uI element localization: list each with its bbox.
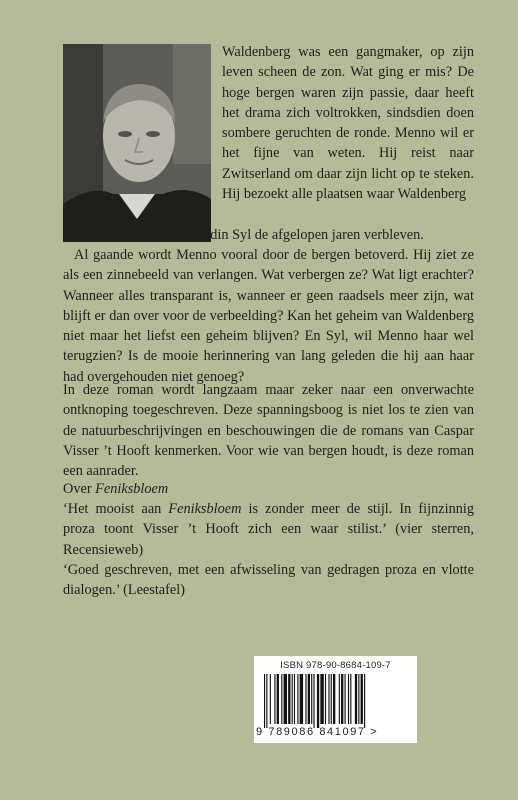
barcode-bar bbox=[317, 674, 319, 728]
review-quote-1-rest: is zonder meer de stijl. In fijnzinnig proza toont Visser ’t Hooft zich een waar stilist.’ (vier sterren, Recensieweb) bbox=[63, 501, 474, 558]
reviews-heading bbox=[63, 479, 474, 499]
barcode-bar bbox=[292, 674, 293, 724]
barcode-bar bbox=[348, 674, 349, 724]
blurb-paragraph-3: In deze roman wordt langzaam maar zeker naar een onverwachte ontknoping toegeschreven. Deze spanningsboog is niet los te zien van de natuurbeschrijvingen en beschouwingen die de romans van Caspar Visser ’t Hooft kenmerken. Voor wie van bergen houdt, is deze roman een aanrader. bbox=[63, 382, 474, 480]
barcode-bar bbox=[364, 674, 365, 728]
barcode-bar bbox=[266, 674, 267, 728]
barcode-bar bbox=[341, 674, 343, 724]
barcode-bar bbox=[320, 674, 323, 724]
barcode-digits: 9 789086 841097 > bbox=[256, 726, 379, 738]
barcode-bar bbox=[305, 674, 306, 724]
blurb-paragraph-1-wrapped: Waldenberg was een gangmaker, op zijn leven scheen de zon. Wat ging er mis? De hoge bergen waren zijn passie, daar heeft het drama zich voltrokken, sindsdien doen sombere geruchten de ronde. Menno wil er het fijne van weten. Hij reist naar Zwitserland om daar zijn licht op te steken. Hij bezoekt alle plaatsen waar Waldenberg bbox=[222, 44, 474, 203]
review-quote-2: ‘Goed geschreven, met een afwisseling van gedragen proza en vlotte dialogen.’ (Leestafel) bbox=[63, 562, 474, 599]
barcode-bar bbox=[297, 674, 298, 724]
barcode-bar bbox=[313, 674, 314, 728]
review-quote-1 bbox=[63, 499, 474, 560]
blurb-paragraph-2: Al gaande wordt Menno vooral door de bergen betoverd. Hij ziet ze als een zinnebeeld van verlangen. Wat verbergen ze? Wat ligt erachter? Wanneer alles transparant is, wanneer er geen raadsels meer zijn, wat blijft er dan over voor de verbeelding? Kan het geheim van Waldenberg niet maar het liefst een geheim blijven? En Syl, wil Menno haar wel terugzien? Is de mooie herinnering van lang geleden die hij aan haar had overgehouden niet genoeg? bbox=[63, 247, 474, 385]
barcode-bar bbox=[331, 674, 332, 724]
review-quote-1-open: ‘Het mooist aan bbox=[63, 501, 169, 517]
barcode-bar bbox=[361, 674, 363, 724]
reviews-heading-prefix: Over bbox=[63, 481, 96, 497]
barcode-bar bbox=[339, 674, 340, 724]
blurb-paragraph-1-end: en zijn fascinerende vriendin Syl de afgelopen jaren verbleven. bbox=[63, 227, 424, 243]
barcode-bar bbox=[274, 674, 275, 724]
barcode-bars bbox=[264, 674, 408, 728]
barcode-bar bbox=[311, 674, 312, 724]
isbn-barcode bbox=[254, 656, 417, 743]
barcode-bar bbox=[355, 674, 357, 724]
barcode-bar bbox=[300, 674, 303, 724]
barcode-bar bbox=[288, 674, 290, 724]
review-quote-1-title: Feniksbloem bbox=[168, 501, 242, 517]
barcode-bar bbox=[284, 674, 287, 724]
barcode-bar bbox=[308, 674, 310, 724]
barcode-bar bbox=[333, 674, 335, 724]
barcode-bar bbox=[350, 674, 351, 724]
barcode-bar bbox=[345, 674, 346, 724]
isbn-label: ISBN 978-90-8684-109-7 bbox=[280, 660, 391, 671]
barcode-bar bbox=[328, 674, 329, 724]
barcode-bar bbox=[325, 674, 326, 724]
barcode-bar bbox=[294, 674, 295, 724]
reviews-heading-title: Feniksbloem bbox=[95, 481, 169, 497]
barcode-bar bbox=[281, 674, 282, 724]
author-portrait-image bbox=[63, 44, 211, 242]
author-photo bbox=[63, 44, 211, 242]
barcode-bar bbox=[264, 674, 265, 728]
barcode-bar bbox=[277, 674, 279, 724]
barcode-bar bbox=[270, 674, 271, 724]
barcode-bar bbox=[358, 674, 359, 724]
